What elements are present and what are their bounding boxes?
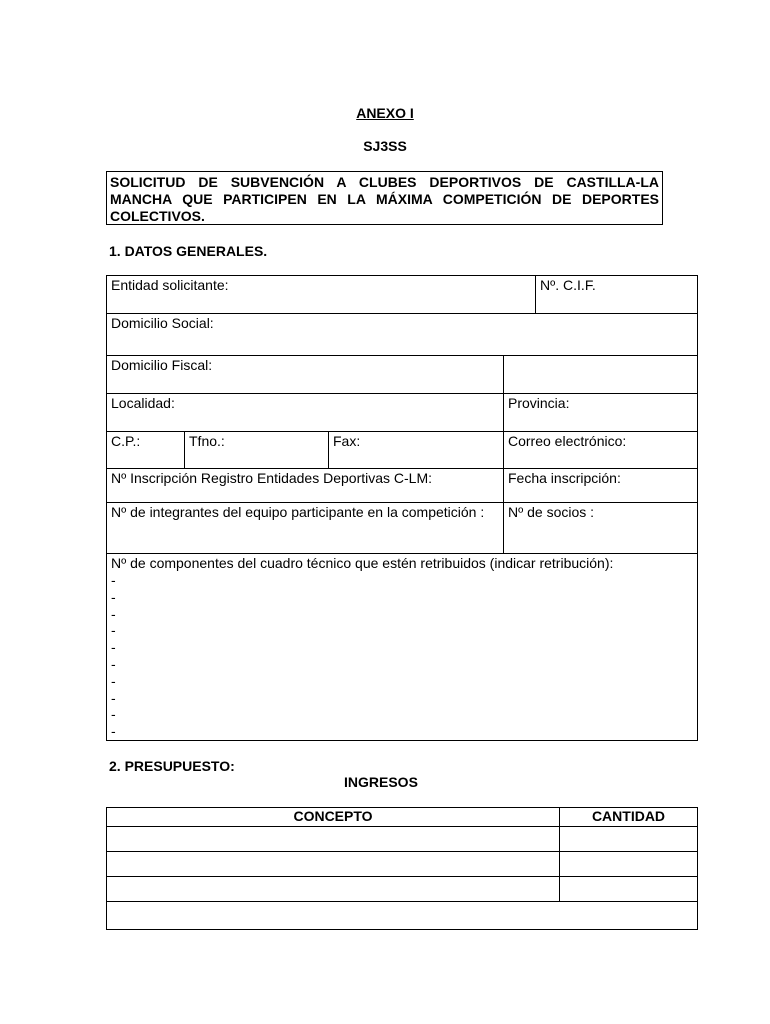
- cantidad-header: CANTIDAD: [560, 808, 698, 827]
- domicilio-social-label: Domicilio Social:: [111, 315, 214, 331]
- localidad-field[interactable]: [107, 394, 504, 432]
- concepto-header: CONCEPTO: [107, 808, 560, 827]
- list-item: -: [111, 706, 116, 723]
- cantidad-cell[interactable]: [560, 852, 698, 877]
- concepto-cell[interactable]: [107, 852, 560, 877]
- section-2-title: 2. PRESUPUESTO:: [109, 758, 235, 774]
- cantidad-cell[interactable]: [560, 877, 698, 902]
- section-1-title: 1. DATOS GENERALES.: [109, 243, 268, 259]
- inscripcion-field[interactable]: [107, 469, 504, 503]
- entidad-field[interactable]: [107, 276, 536, 314]
- form-code: SJ3SS: [363, 138, 407, 154]
- domicilio-social-field[interactable]: [107, 314, 698, 356]
- total-row-cell[interactable]: [107, 902, 698, 930]
- correo-label: Correo electrónico:: [508, 433, 627, 449]
- list-item: -: [111, 672, 116, 689]
- list-item: -: [111, 689, 116, 706]
- cif-label: Nº. C.I.F.: [540, 277, 596, 293]
- fecha-inscripcion-field[interactable]: [504, 469, 698, 503]
- provincia-label: Provincia:: [508, 395, 570, 411]
- fax-label: Fax:: [333, 433, 361, 449]
- localidad-label: Localidad:: [111, 395, 175, 411]
- cantidad-cell[interactable]: [560, 827, 698, 852]
- general-data-table: [106, 275, 698, 741]
- concepto-cell[interactable]: [107, 877, 560, 902]
- ingresos-table: [106, 807, 698, 930]
- fax-field[interactable]: [329, 432, 504, 469]
- domicilio-fiscal-field[interactable]: [107, 356, 504, 394]
- fecha-inscripcion-label: Fecha inscripción:: [508, 470, 621, 486]
- cif-field[interactable]: [536, 276, 698, 314]
- list-item: -: [111, 655, 116, 672]
- form-title-box: SOLICITUD DE SUBVENCIÓN A CLUBES DEPORTIVOS DE CASTILLA-LA MANCHA QUE PARTICIPEN EN LA MÁXIMA COMPETICIÓN DE DEPORTES COLECTIVOS.: [106, 171, 663, 225]
- socios-label: Nº de socios :: [508, 504, 595, 520]
- ingresos-title: INGRESOS: [344, 774, 418, 790]
- annex-title: ANEXO I: [356, 105, 414, 121]
- componentes-field[interactable]: [107, 554, 698, 741]
- tfno-field[interactable]: [185, 432, 329, 469]
- list-item: -: [111, 639, 116, 656]
- integrantes-field[interactable]: [107, 503, 504, 554]
- cp-field[interactable]: [107, 432, 185, 469]
- list-item: -: [111, 572, 116, 588]
- domicilio-fiscal-extra-field[interactable]: [504, 356, 698, 394]
- inscripcion-label: Nº Inscripción Registro Entidades Deportivas C-LM:: [111, 470, 433, 486]
- list-item: -: [111, 622, 116, 639]
- list-item: -: [111, 723, 116, 740]
- correo-field[interactable]: [504, 432, 698, 469]
- list-item: -: [111, 605, 116, 622]
- entidad-label: Entidad solicitante:: [111, 277, 229, 293]
- tfno-label: Tfno.:: [189, 433, 225, 449]
- componentes-label: Nº de componentes del cuadro técnico que estén retribuidos (indicar retribución):: [111, 555, 614, 571]
- componentes-dash-list: [111, 572, 693, 740]
- integrantes-label: Nº de integrantes del equipo participante en la competición :: [111, 504, 485, 520]
- cp-label: C.P.:: [111, 433, 141, 449]
- provincia-field[interactable]: [504, 394, 698, 432]
- domicilio-fiscal-label: Domicilio Fiscal:: [111, 357, 213, 373]
- socios-field[interactable]: [504, 503, 698, 554]
- list-item: -: [111, 588, 116, 605]
- concepto-cell[interactable]: [107, 827, 560, 852]
